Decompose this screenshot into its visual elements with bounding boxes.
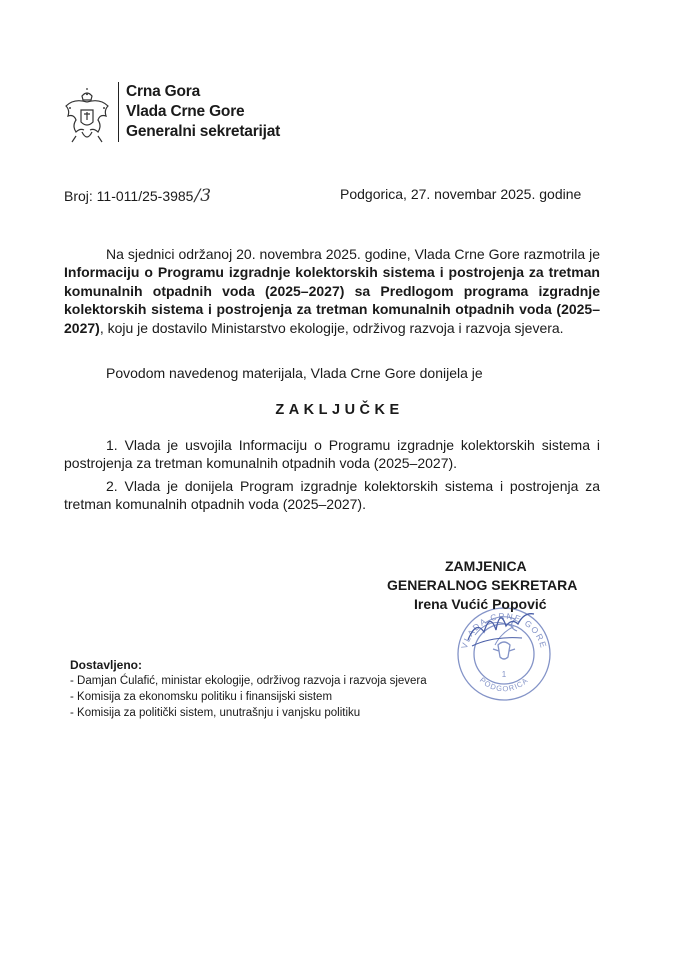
letterhead (126, 82, 280, 142)
reference-number (64, 186, 211, 206)
document-date: Podgorica, 27. novembar 2025. godine (340, 186, 582, 202)
conclusion-item-2: 2. Vlada je donijela Program izgradnje kolektorskih sistema i postrojenja za tretman komunalnih otpadnih voda (2025–2027). (64, 478, 600, 513)
handwritten-signature-icon (462, 600, 542, 650)
paragraph-decision: Povodom navedenog materijala, Vlada Crne Gore donijela je (106, 365, 483, 381)
conclusion-item-1: 1. Vlada je usvojila Informaciju o Programu izgradnje kolektorskih sistema i postrojenja za tretman komunalnih otpadnih voda (2025–2027). (64, 437, 600, 472)
stamp-text-bottom: PODGORICA (477, 675, 531, 694)
conclusions-title: ZAKLJUČKE (275, 402, 404, 418)
stamp-number: 1 (501, 670, 507, 679)
paragraph-session-bold: Informaciju o Programu izgradnje kolektorskih sistema i postrojenja za tretman komunalnih otpadnih voda (2025–2027) sa Predlogom programa izgradnje kolektorskih sistema i postrojenja za tretman komunalnih otpadnih voda (2025–2027) (64, 264, 600, 336)
distribution-item: - Damjan Ćulafić, ministar ekologije, održivog razvoja i razvoja sjevera (70, 675, 427, 687)
stamp-text-top: VLADA CRNE GORE (458, 610, 550, 650)
paragraph-session-outro: , koju je dostavilo Ministarstvo ekologije, održivog razvoja i razvoja sjevera. (99, 319, 564, 336)
distribution-list (70, 657, 427, 721)
reference-number-text: Broj: 11-011/25-3985 (64, 188, 194, 204)
distribution-heading: Dostavljeno: (70, 658, 143, 672)
letterhead-government: Vlada Crne Gore (126, 103, 245, 120)
letterhead-secretariat: Generalni sekretarijat (126, 123, 281, 140)
letterhead-country: Crna Gora (126, 83, 200, 100)
distribution-item: - Komisija za politički sistem, unutrašnju i vanjsku politiku (70, 707, 361, 719)
header-divider (118, 82, 119, 142)
coat-of-arms-icon (62, 88, 112, 146)
signature-title-1: ZAMJENICA (445, 558, 527, 574)
paragraph-session-intro: Na sjednici održanoj 20. novembra 2025. godine, Vlada Crne Gore razmotrila je (106, 246, 600, 262)
distribution-item: - Komisija za ekonomsku politiku i finansijski sistem (70, 691, 333, 703)
paragraph-session (64, 245, 600, 337)
signature-name: Irena Vućić Popović (414, 596, 547, 612)
signature-title-2: GENERALNOG SEKRETARA (387, 577, 578, 593)
reference-number-handwritten: /3 (194, 186, 212, 206)
